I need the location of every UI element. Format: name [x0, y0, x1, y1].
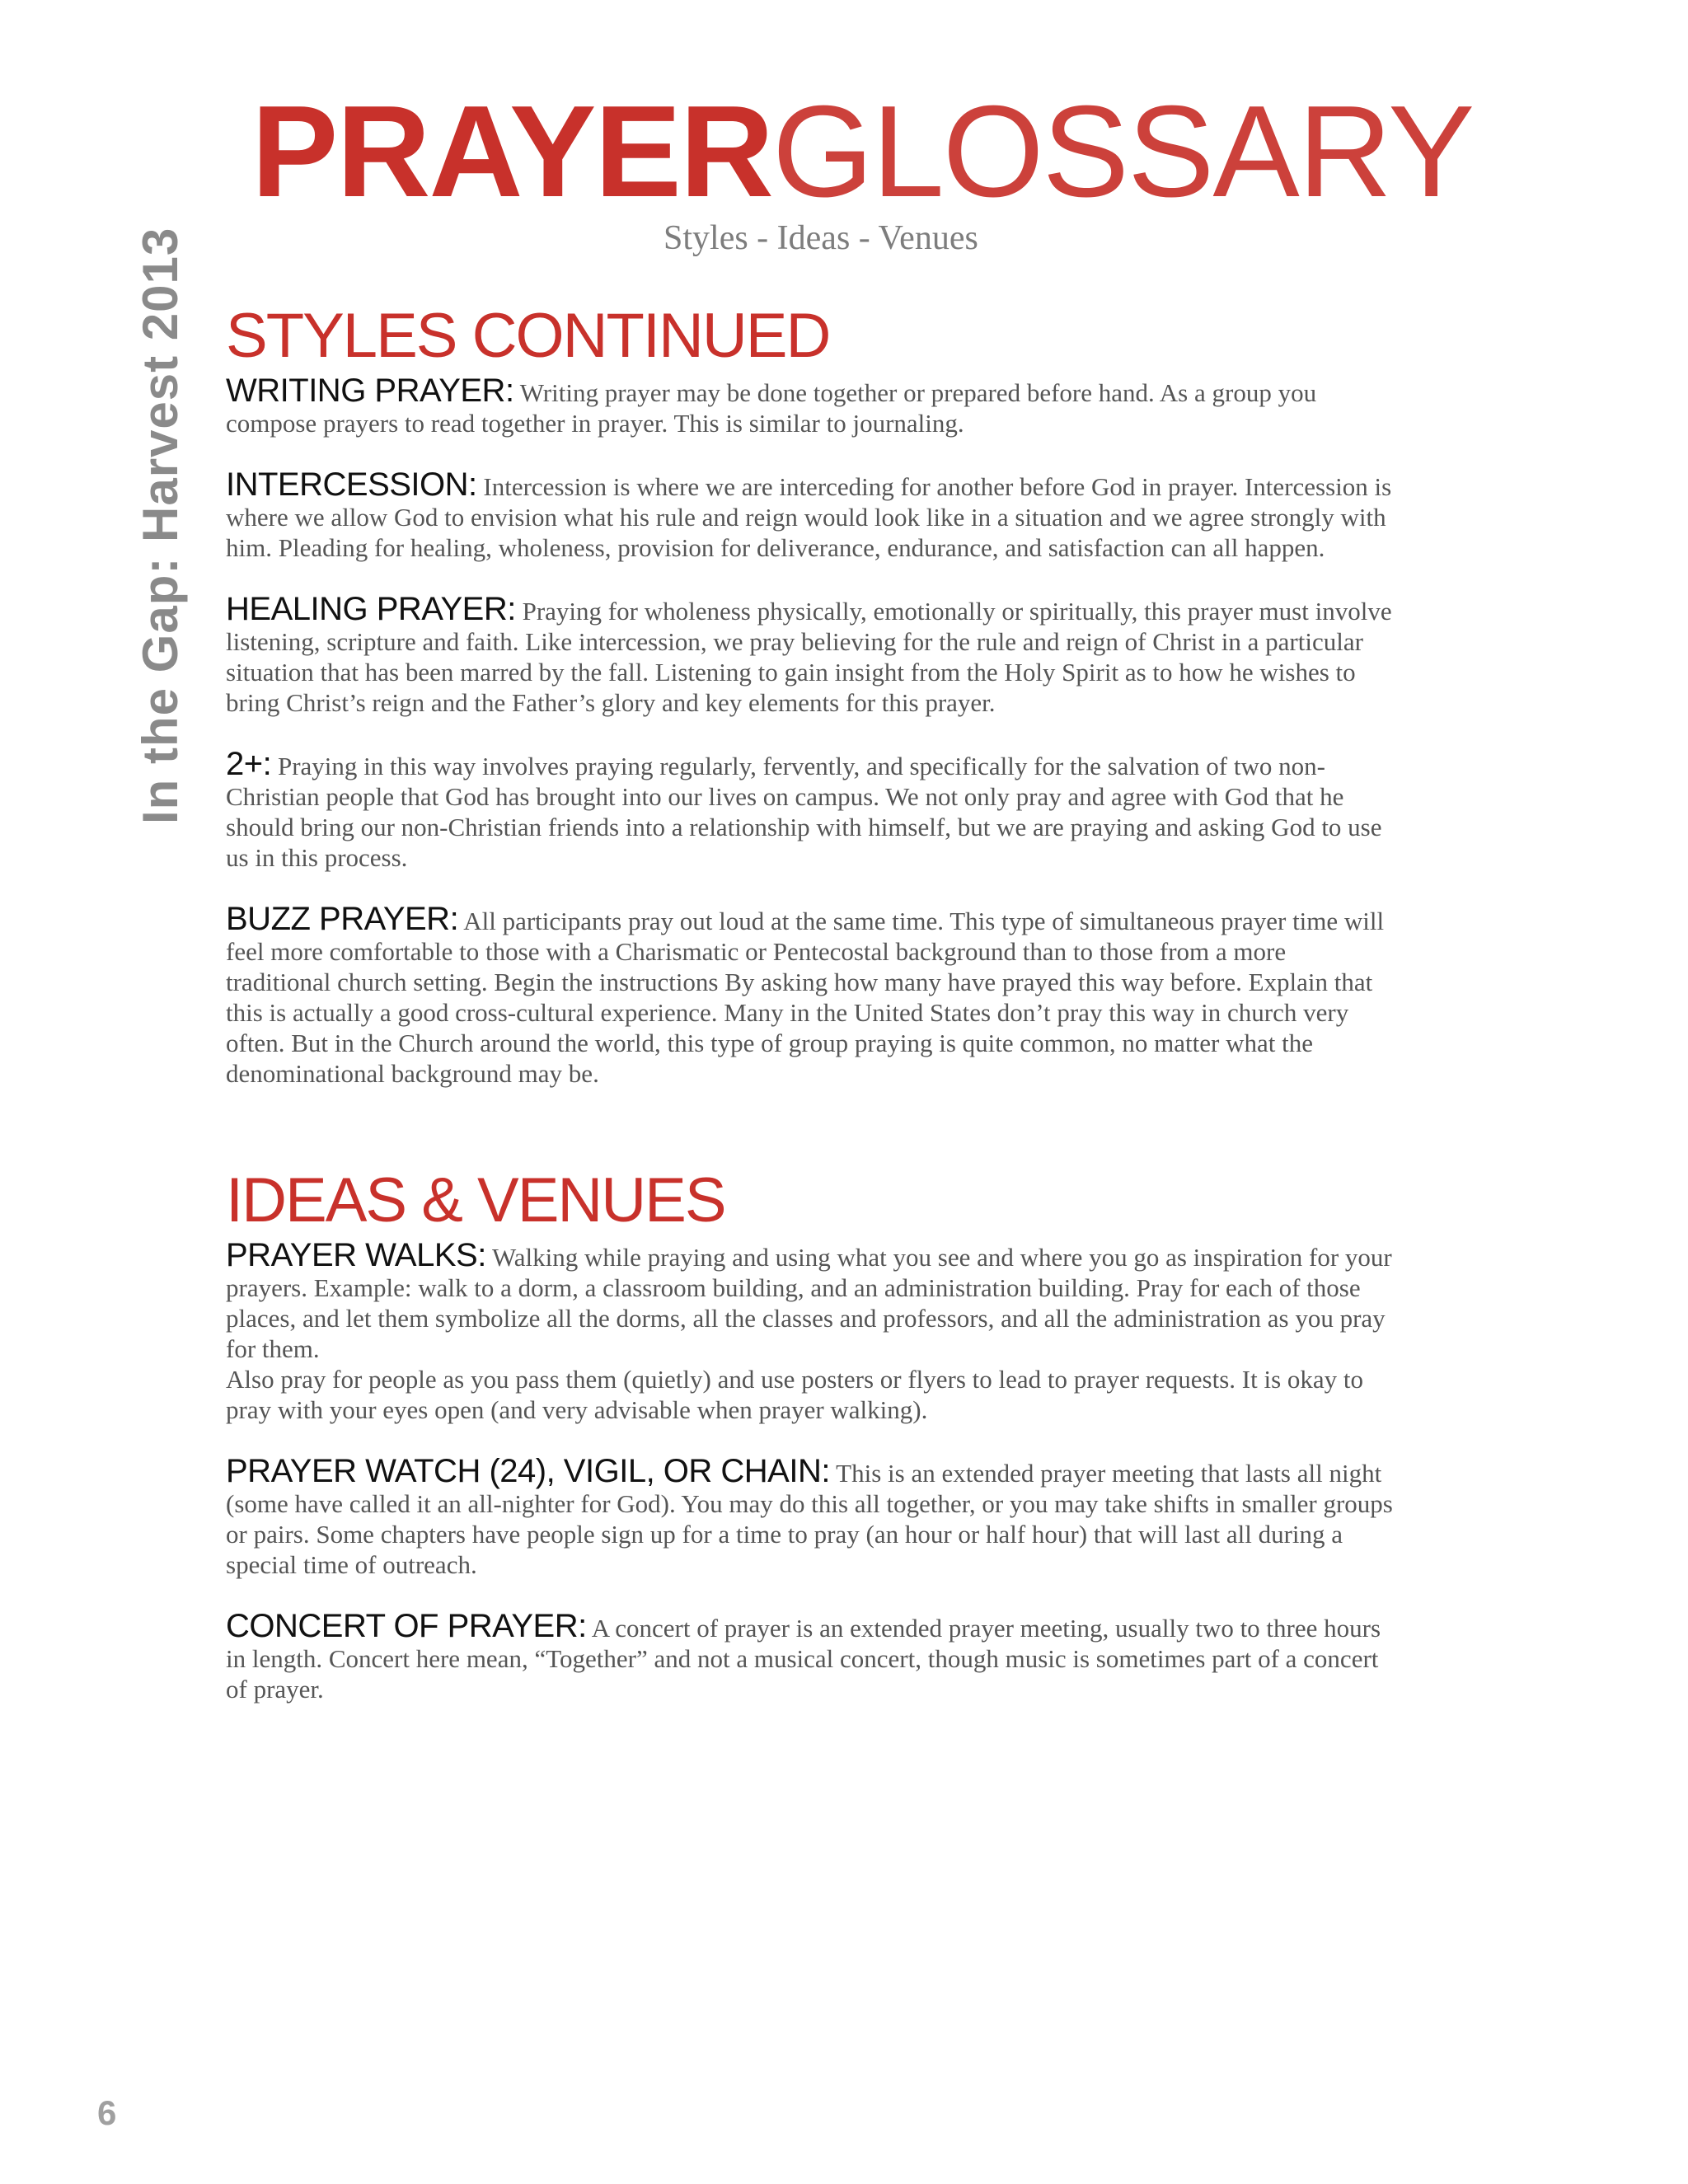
entry-text: Writing prayer may be done together or prepared before hand. As a group you compose prayers to read together in prayer. This is similar to journaling.	[226, 378, 1317, 438]
page-header	[251, 79, 1474, 257]
entry-text: Praying for wholeness physically, emotionally or spiritually, this prayer must involve listening, scripture and faith. Like intercession, we pray believing for the rule and reign of Christ in a particular situation that has been marred by the fall. Listening to gain insight from the Holy Spirit as to how he wishes to bring Christ’s reign and the Father’s glory and key elements for this prayer.	[226, 597, 1392, 717]
section-styles-continued	[226, 301, 1396, 1089]
page-title-light: GLOSSARY	[771, 79, 1474, 224]
entry-two-plus	[226, 746, 1396, 873]
entry-text: A concert of prayer is an extended prayer meeting, usually two to three hours in length. Concert here mean, “Together” and not a musical concert, though music is sometimes part of a concert of prayer.	[226, 1614, 1381, 1704]
glossary-content	[226, 301, 1396, 1736]
entry-term: HEALING PRAYER:	[226, 591, 516, 627]
entry-intercession	[226, 466, 1396, 563]
entry-term: PRAYER WALKS:	[226, 1237, 486, 1273]
page-title	[251, 79, 1474, 224]
entry-writing-prayer	[226, 373, 1396, 438]
section-heading: IDEAS & VENUES	[226, 1165, 725, 1235]
entry-term: CONCERT OF PRAYER:	[226, 1608, 587, 1644]
entry-text: Praying in this way involves praying regularly, fervently, and specifically for the salvation of two non-Christian people that God has brought into our lives on campus. We not only pray and agree with God that he should bring our non-Christian friends into a relationship with himself, but we are praying and asking God to use us in this process.	[226, 752, 1382, 872]
entry-text: All participants pray out loud at the same time. This type of simultaneous prayer time will feel more comfortable to those with a Charismatic or Pentecostal background than to those from a more traditional church setting. Begin the instructions By asking how many have prayed this way before. Explain that this is actually a good cross-cultural experience. Many in the United States don’t pray this way in church very often. But in the Church around the world, this type of group praying is quite common, no matter what the denominational background may be.	[226, 907, 1385, 1088]
entry-term: 2+:	[226, 746, 272, 782]
entry-prayer-watch	[226, 1453, 1396, 1580]
section-spacer	[226, 1120, 1396, 1169]
entry-extra-text: Also pray for people as you pass them (quietly) and use posters or flyers to lead to prayer requests. It is okay to pray with your eyes open (and very advisable when prayer walking).	[226, 1365, 1364, 1424]
entry-text: Intercession is where we are interceding for another before God in prayer. Intercession is where we allow God to envision what his rule and reign would look like in a situation and we agree strongly with him. Pleading for healing, wholeness, provision for deliverance, endurance, and satisfaction can all happen.	[226, 472, 1392, 562]
entry-text: Walking while praying and using what you see and where you go as inspiration for your prayers. Example: walk to a dorm, a classroom building, and an administration building. Pray for each of those places, and let them symbolize all the dorms, all the classes and professors, and all the administration as you pray for them.	[226, 1243, 1392, 1363]
side-label: In the Gap: Harvest 2013	[133, 227, 188, 824]
page-title-bold: PRAYER	[251, 79, 772, 224]
entry-text: This is an extended prayer meeting that lasts all night (some have called it an all-nighter for God). You may do this all together, or you may take shifts in smaller groups or pairs. Some chapters have people sign up for a time to pray (an hour or half hour) that will last all during a special time of outreach.	[226, 1459, 1393, 1579]
entry-term: INTERCESSION:	[226, 466, 477, 503]
entry-concert-of-prayer	[226, 1608, 1396, 1704]
entry-term: BUZZ PRAYER:	[226, 901, 459, 937]
section-heading: STYLES CONTINUED	[226, 301, 830, 371]
entry-prayer-walks	[226, 1237, 1396, 1425]
entry-term: WRITING PRAYER:	[226, 373, 514, 409]
page-number: 6	[97, 2093, 117, 2132]
entry-healing-prayer	[226, 591, 1396, 718]
page-subtitle: Styles - Ideas - Venues	[663, 219, 978, 257]
entry-term: PRAYER WATCH (24), VIGIL, OR CHAIN:	[226, 1453, 830, 1489]
section-ideas-venues	[226, 1165, 1396, 1704]
entry-buzz-prayer	[226, 901, 1396, 1089]
